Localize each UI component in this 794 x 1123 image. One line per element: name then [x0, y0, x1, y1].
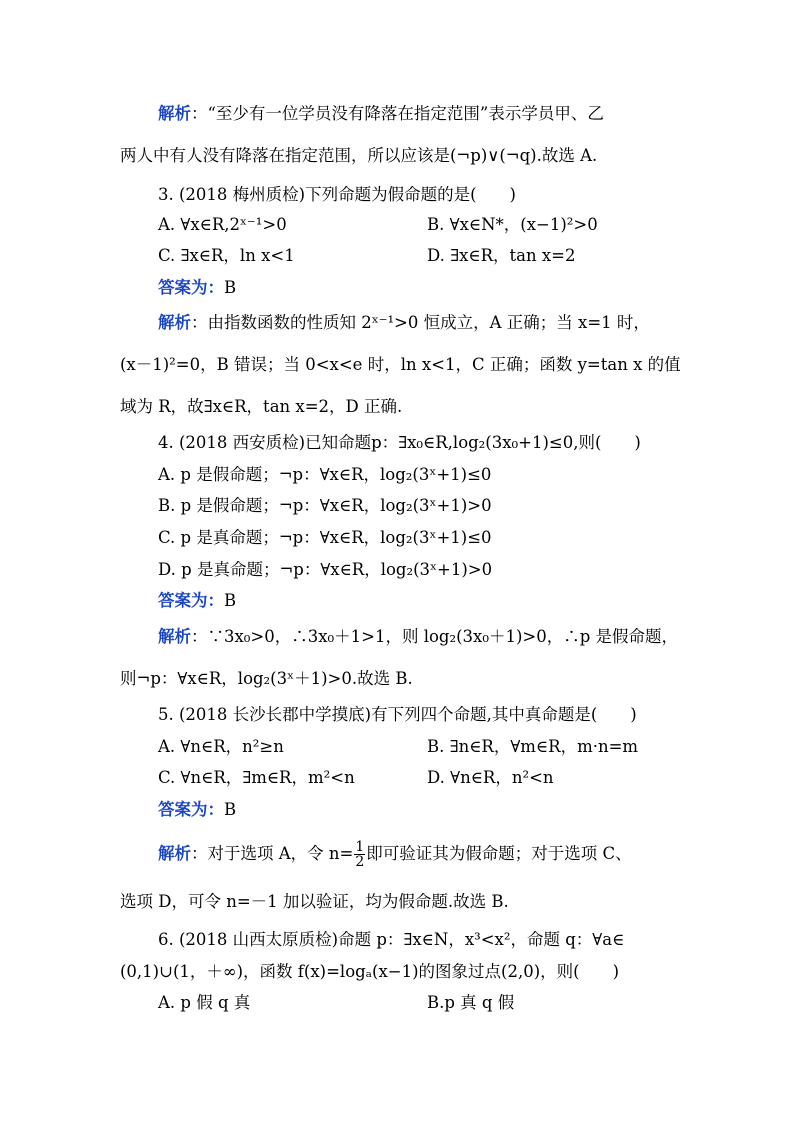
- q6-stem-line1: 6. (2018 山西太原质检)命题 p：∃x∈N，x³<x²，命题 q：∀a∈: [158, 930, 625, 949]
- q3-option-c: C. ∃x∈R，ln x<1: [158, 246, 295, 265]
- q2-analysis-line2: 两人中有人没有降落在指定范围，所以应该是(¬p)∨(¬q).故选 A.: [120, 146, 598, 165]
- q6-option-a: A. p 假 q 真: [158, 993, 251, 1012]
- q5-answer: 答案为：B: [158, 800, 237, 819]
- fraction-one-half: $\frac{1}{2}$: [355, 839, 365, 870]
- q5-analysis-line1: 解析：对于选项 A，令 n= $\frac{1}{2}$ 即可验证其为假命题；对于选项 C、: [158, 839, 632, 870]
- q4-stem: 4. (2018 西安质检)已知命题p：∃x₀∈R,log₂(3x₀+1)≤0,则( ): [158, 433, 641, 452]
- q2-analysis-line1: 解析：“至少有一位学员没有降落在指定范围”表示学员甲、乙: [158, 104, 604, 123]
- q5-stem: 5. (2018 长沙长郡中学摸底)有下列四个命题,其中真命题是( ): [158, 705, 637, 724]
- q5-option-b: B. ∃n∈R，∀m∈R，m·n=m: [427, 737, 639, 756]
- analysis-label: 解析: [158, 104, 191, 123]
- q3-analysis-line2: (x－1)²=0，B 错误；当 0<x<e 时，ln x<1，C 正确；函数 y=tan x 的值: [120, 355, 681, 374]
- q5-option-d: D. ∀n∈R，n²<n: [427, 768, 554, 787]
- analysis-label: 解析: [158, 627, 191, 646]
- analysis-label: 解析: [158, 313, 191, 332]
- q4-option-c: C. p 是真命题；¬p：∀x∈R，log₂(3ˣ+1)≤0: [158, 528, 492, 547]
- q6-option-b: B.p 真 q 假: [427, 993, 515, 1012]
- analysis-label: 解析: [158, 844, 191, 863]
- q4-analysis-line1: 解析：∵3x₀>0，∴3x₀＋1>1，则 log₂(3x₀＋1)>0，∴p 是假命题，: [158, 627, 679, 646]
- q3-analysis-line3: 域为 R，故∃x∈R，tan x=2，D 正确.: [120, 397, 403, 416]
- q4-answer: 答案为：B: [158, 591, 237, 610]
- q4-analysis-line2: 则¬p：∀x∈R，log₂(3ˣ＋1)>0.故选 B.: [120, 669, 413, 688]
- q3-option-d: D. ∃x∈R，tan x=2: [427, 246, 576, 265]
- q4-option-d: D. p 是真命题；¬p：∀x∈R，log₂(3ˣ+1)>0: [158, 560, 493, 579]
- q3-stem: 3. (2018 梅州质检)下列命题为假命题的是( ): [158, 185, 516, 204]
- q5-option-a: A. ∀n∈R，n²≥n: [158, 737, 284, 756]
- q4-option-b: B. p 是假命题；¬p：∀x∈R，log₂(3ˣ+1)>0: [158, 496, 492, 515]
- q5-analysis-line2: 选项 D，可令 n=－1 加以验证，均为假命题.故选 B.: [120, 892, 509, 911]
- q4-option-a: A. p 是假命题；¬p：∀x∈R，log₂(3ˣ+1)≤0: [158, 465, 492, 484]
- q3-answer: 答案为：B: [158, 278, 237, 297]
- q6-stem-line2: (0,1)∪(1，＋∞)，函数 f(x)=logₐ(x−1)的图象过点(2,0)，则( ): [120, 962, 620, 981]
- q3-option-b: B. ∀x∈N*，(x−1)²>0: [427, 215, 598, 234]
- q3-option-a: A. ∀x∈R,2ˣ⁻¹>0: [158, 215, 287, 234]
- q5-option-c: C. ∀n∈R，∃m∈R，m²<n: [158, 768, 355, 787]
- q3-analysis-line1: 解析：由指数函数的性质知 2ˣ⁻¹>0 恒成立，A 正确；当 x=1 时，: [158, 313, 650, 332]
